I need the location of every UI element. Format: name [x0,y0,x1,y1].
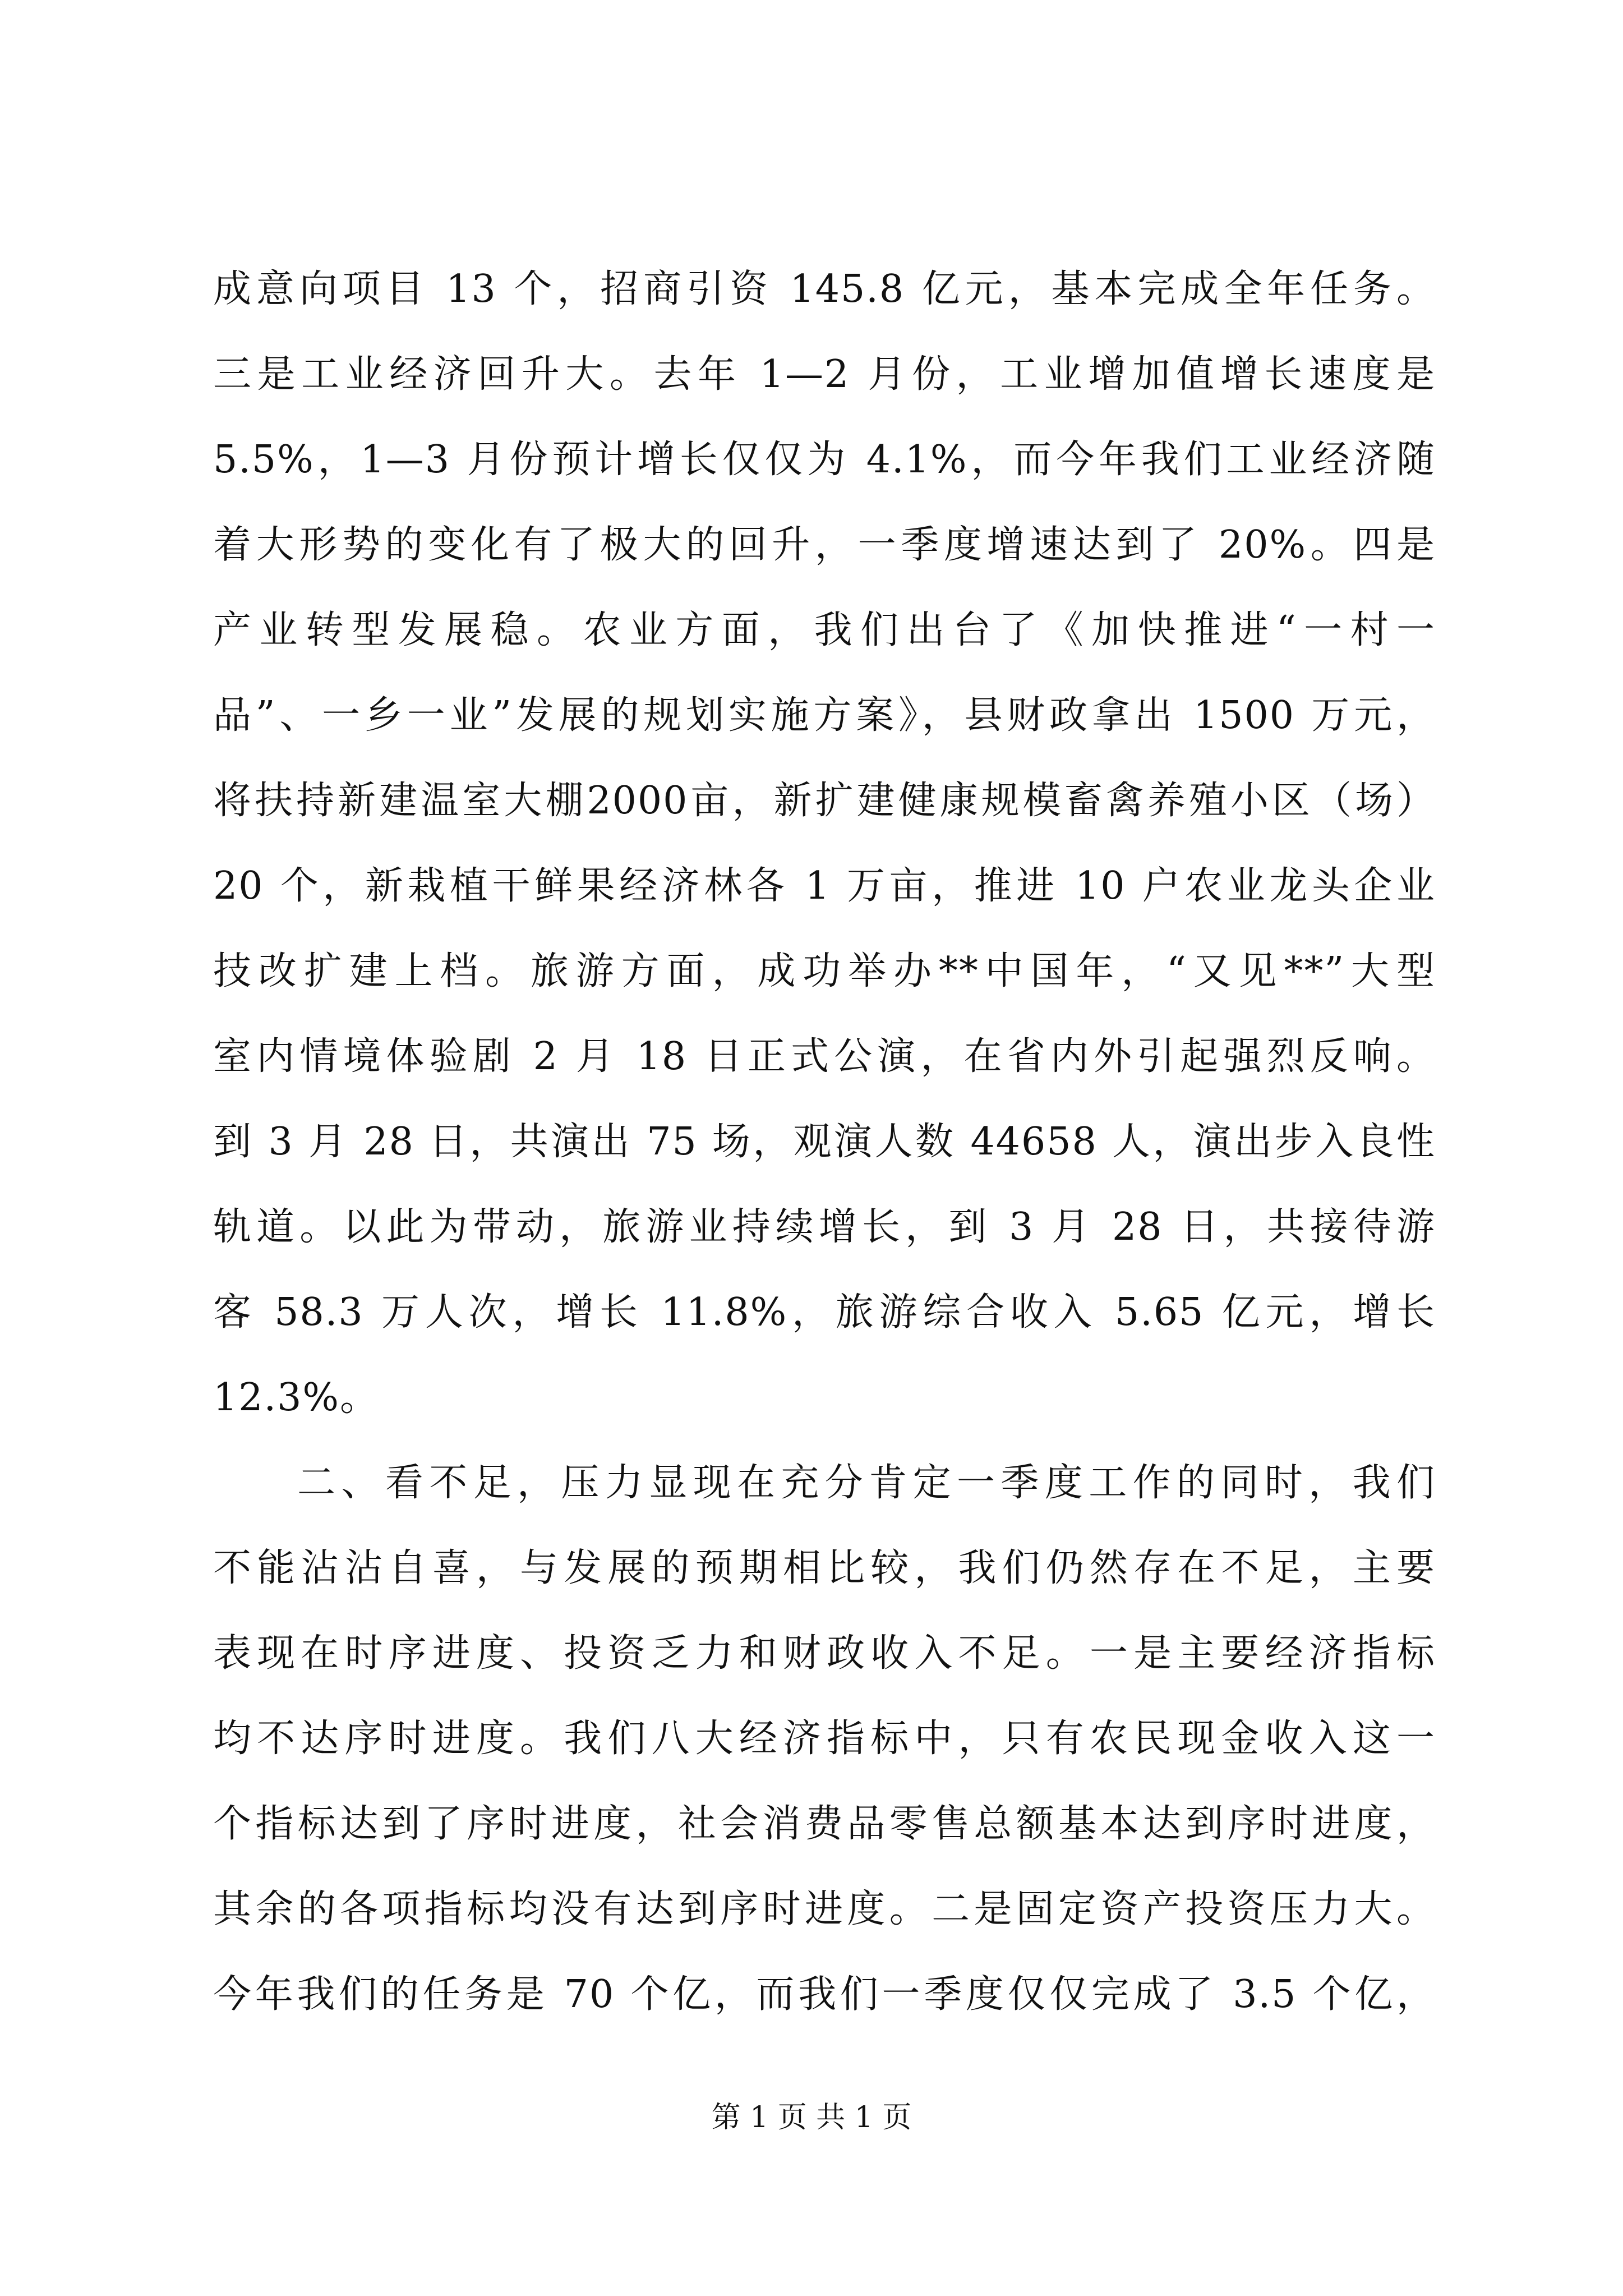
text-line: 三是工业经济回升大。去年 1—2 月份，工业增加值增长速度是 [213,352,1436,397]
text-line: 均不达序时进度。我们八大经济指标中，只有农民现金收入这一 [213,1717,1436,1761]
text-line: 成意向项目 13 个，招商引资 145.8 亿元，基本完成全年任务。 [213,267,1436,311]
text-line: 将扶持新建温室大棚2000亩，新扩建健康规模畜禽养殖小区（场） [213,779,1436,823]
text-line: 室内情境体验剧 2 月 18 日正式公演，在省内外引起强烈反响。 [213,1034,1436,1079]
text-line: 5.5%，1—3 月份预计增长仅仅为 4.1%，而今年我们工业经济随 [213,438,1436,482]
text-line: 不能沾沾自喜，与发展的预期相比较，我们仍然存在不足，主要 [213,1546,1436,1590]
page-footer [0,2095,1623,2140]
text-line: 个指标达到了序时进度，社会消费品零售总额基本达到序时进度， [213,1802,1436,1846]
text-line: 到 3 月 28 日，共演出 75 场，观演人数 44658 人，演出步入良性 [213,1120,1436,1164]
text-line: 表现在时序进度、投资乏力和财政收入不足。一是主要经济指标 [213,1631,1436,1676]
document-body [213,247,1436,2037]
text-line: 20 个，新栽植干鲜果经济林各 1 万亩，推进 10 户农业龙头企业 [213,864,1436,908]
text-line: 着大形势的变化有了极大的回升，一季度增速达到了 20%。四是 [213,523,1436,567]
text-line: 客 58.3 万人次，增长 11.8%，旅游综合收入 5.65 亿元，增长 [213,1290,1436,1335]
text-line: 轨道。以此为带动，旅游业持续增长，到 3 月 28 日，共接待游 [213,1205,1436,1249]
text-line: 今年我们的任务是 70 个亿，而我们一季度仅仅完成了 3.5 个亿， [213,1972,1436,2017]
text-line: 技改扩建上档。旅游方面，成功举办**中国年，“又见**”大型 [213,949,1436,993]
text-line: 品”、一乡一业”发展的规划实施方案》，县财政拿出 1500 万元， [213,693,1436,738]
page-number: 第 1 页 共 1 页 [711,2101,912,2134]
text-line: 产业转型发展稳。农业方面，我们出台了《加快推进“一村一 [213,608,1436,652]
text-line: 其余的各项指标均没有达到序时进度。二是固定资产投资压力大。 [213,1887,1436,1931]
paragraph-start-line: 二、看不足，压力显现在充分肯定一季度工作的同时，我们 [297,1461,1436,1505]
text-line: 12.3%。 [213,1375,380,1420]
